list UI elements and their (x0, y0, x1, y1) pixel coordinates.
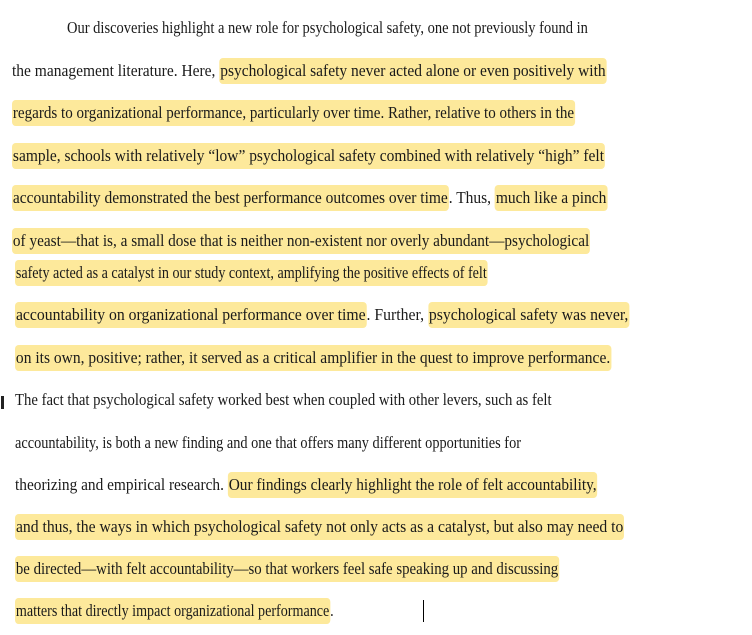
text-line (15, 556, 687, 582)
highlighted-text: of yeast—that is, a small dose that is neither non-existent nor overly abundant—psychological (12, 228, 590, 254)
highlighted-text: much like a pinch (495, 185, 607, 211)
highlighted-text: psychological safety never acted alone or even positively with (219, 58, 606, 84)
highlighted-text: regards to organizational performance, particularly over time. Rather, relative to others in the (12, 100, 575, 126)
text-run: theorizing and empirical research. (15, 475, 228, 494)
text-run: The fact that psychological safety worked best when coupled with other levers, such as felt (15, 390, 552, 409)
text-line (15, 514, 725, 540)
text-run: the management literature. Here, (12, 61, 220, 80)
text-line (12, 185, 714, 211)
text-line (15, 598, 654, 624)
highlighted-text: and thus, the ways in which psychological safety not only acts as a catalyst, but also may need to (15, 514, 624, 540)
text-line (12, 143, 713, 169)
highlighted-text: accountability on organizational performance over time (15, 302, 367, 328)
text-line (12, 58, 714, 84)
text-run: . Thus, (448, 188, 495, 207)
text-run: . Further, (366, 305, 428, 324)
text-line (67, 15, 724, 41)
text-line (15, 430, 664, 456)
highlighted-text: psychological safety was never, (428, 302, 629, 328)
text-run: Our discoveries highlight a new role for psychological safety, one not previously found in (67, 18, 588, 37)
highlighted-text: matters that directly impact organizational performance (15, 598, 330, 624)
highlighted-text: safety acted as a catalyst in our study context, amplifying the positive effects of felt (15, 260, 488, 286)
text-line (12, 228, 704, 254)
text-line (15, 472, 711, 498)
text-line (15, 302, 728, 328)
highlighted-text: Our findings clearly highlight the role of felt accountability, (228, 472, 598, 498)
text-line (12, 100, 695, 126)
text-line (15, 345, 718, 371)
text-run: . (330, 601, 334, 620)
text-line (15, 387, 683, 413)
text-cursor (423, 600, 424, 622)
text-line (15, 260, 654, 286)
highlighted-text: be directed—with felt accountability—so that workers feel safe speaking up and discussing (15, 556, 559, 582)
text-run: accountability, is both a new finding and one that offers many different opportunities for (15, 433, 522, 452)
margin-marker (1, 396, 4, 409)
highlighted-text: on its own, positive; rather, it served as a critical amplifier in the quest to improve performance. (15, 345, 611, 371)
highlighted-text: sample, schools with relatively “low” psychological safety combined with relatively “high” felt (12, 143, 605, 169)
highlighted-text: accountability demonstrated the best performance outcomes over time (12, 185, 449, 211)
